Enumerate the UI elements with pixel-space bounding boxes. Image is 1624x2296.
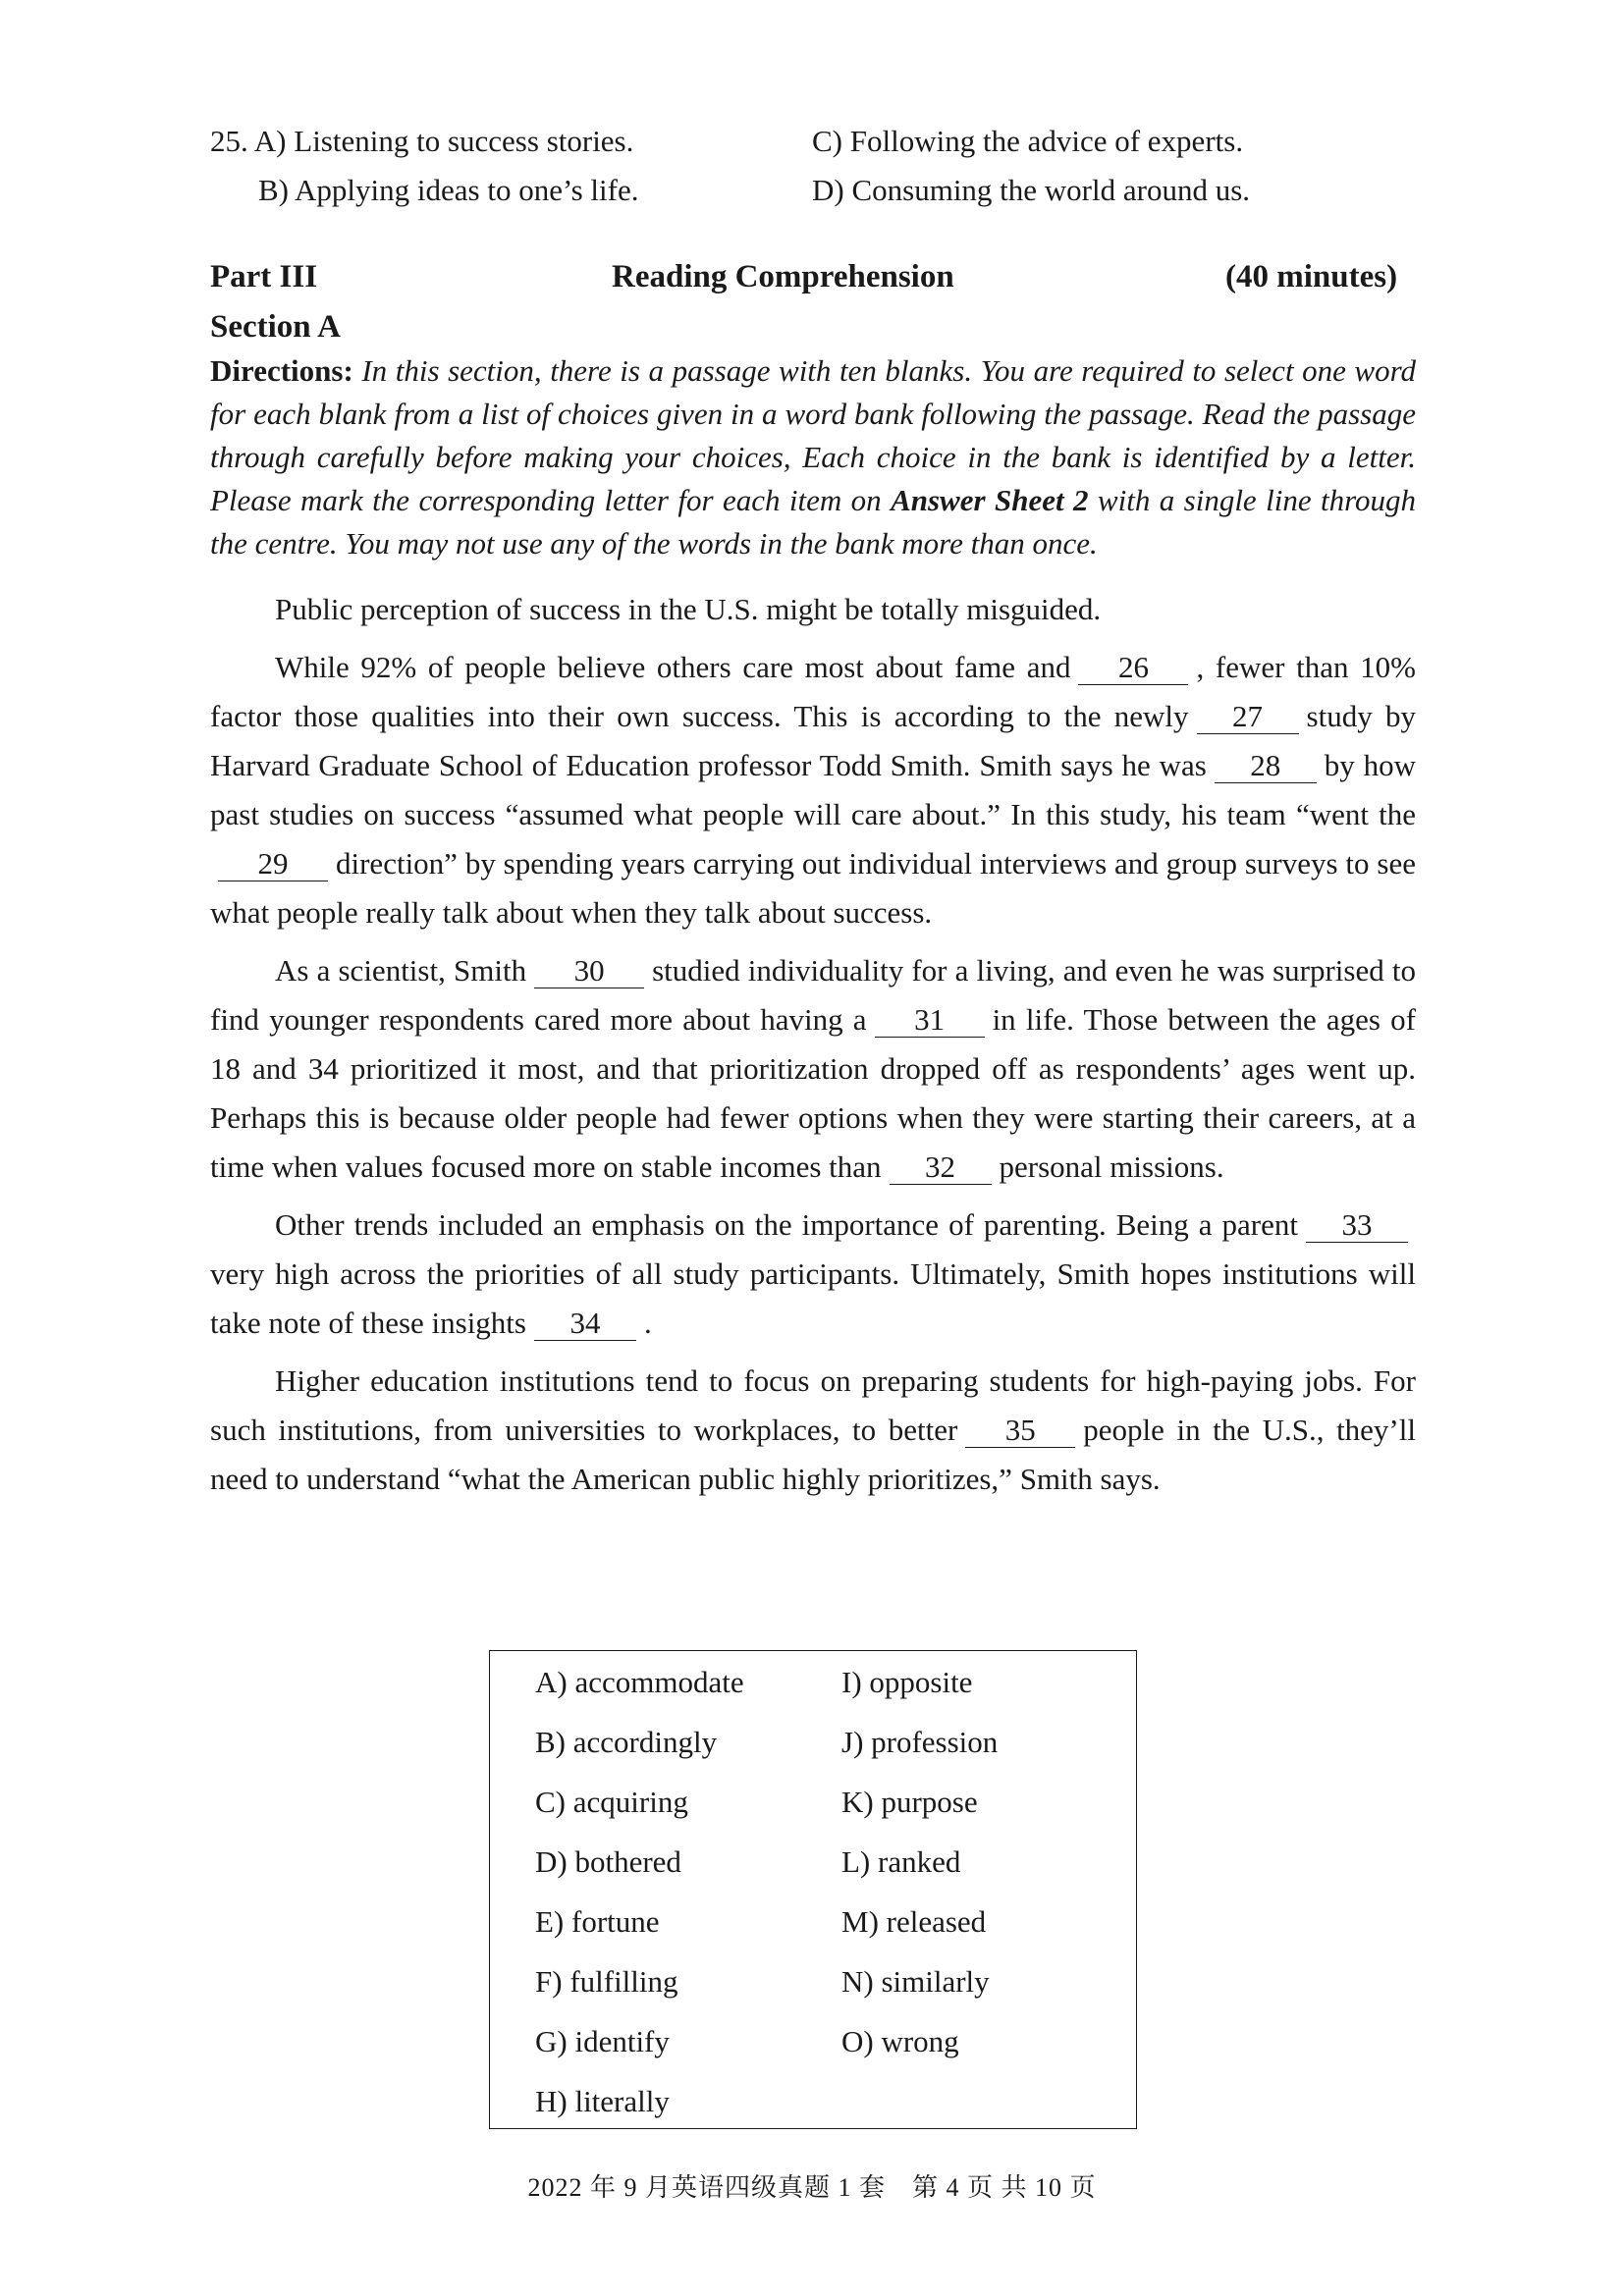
blank-34: 34 (534, 1307, 636, 1341)
paragraph-text: Higher education institutions tend to focus on preparing students for high-paying jobs. For such institutions, from universities to workplaces, to better (210, 1363, 1416, 1447)
paragraph-2 (210, 643, 1416, 937)
paragraph-text: , fewer than 10% factor those qualities into their own success. This is according to the newly (210, 650, 1416, 733)
paragraph-text: people in the U.S., they’ll need to understand “what the American public highly prioritizes,” Smith says. (210, 1413, 1416, 1496)
paragraph-text: personal missions. (999, 1149, 1224, 1184)
paragraph-3 (210, 946, 1416, 1192)
paragraph-5 (210, 1357, 1416, 1504)
word-bank-item: G) identify (535, 2024, 670, 2058)
option-c: C) Following the advice of experts. (812, 124, 1244, 158)
paragraph-text: studied individuality for a living, and even he was surprised to find younger respondents cared more about having a (210, 953, 1416, 1037)
blank-35: 35 (965, 1414, 1075, 1448)
blank-31: 31 (875, 1003, 985, 1038)
word-bank-item: O) wrong (841, 2024, 959, 2058)
word-bank-item: D) bothered (535, 1844, 681, 1879)
blank-28: 28 (1215, 749, 1317, 783)
paragraph-text: While 92% of people believe others care most about fame and (275, 650, 1071, 684)
paragraph-text: direction” by spending years carrying out individual interviews and group surveys to see what people really talk about when they talk about success. (210, 846, 1416, 930)
word-bank-item: J) profession (841, 1725, 999, 1759)
directions-label: Directions: (210, 353, 353, 388)
blank-32: 32 (890, 1150, 992, 1185)
paragraph-1 (210, 585, 1416, 634)
word-bank-item: A) accommodate (535, 1665, 744, 1699)
paragraph-text: Public perception of success in the U.S. might be totally misguided. (275, 592, 1102, 626)
blank-30: 30 (534, 954, 644, 988)
paragraph-text: . (644, 1306, 652, 1340)
blank-26: 26 (1078, 651, 1188, 685)
word-bank-item: M) released (841, 1904, 987, 1939)
word-bank-item: I) opposite (841, 1665, 973, 1699)
question-25-number (210, 120, 633, 163)
word-bank-item: F) fulfilling (535, 1964, 678, 1999)
word-bank-item: B) accordingly (535, 1725, 718, 1759)
paragraph-text: in life. Those between the ages of 18 and 34 prioritized it most, and that prioritization dropped off as respondents’ ages went up. Perhaps this is because older people had fewer options when they were starting their careers, at a time when values focused more on stable incomes than (210, 1002, 1416, 1184)
answer-sheet-label: Answer Sheet 2 (891, 483, 1089, 517)
paragraph-text: Other trends included an emphasis on the importance of parenting. Being a parent (275, 1207, 1298, 1242)
blank-27: 27 (1197, 700, 1299, 734)
part-label: Part III (210, 259, 318, 294)
word-bank-item: C) acquiring (535, 1785, 688, 1819)
question-number: 25. (210, 124, 248, 158)
directions (210, 349, 1416, 565)
page-footer: 2022 年 9 月英语四级真题 1 套 第 4 页 共 10 页 (527, 2173, 1097, 2202)
blank-33: 33 (1306, 1208, 1408, 1243)
word-bank-item: H) literally (535, 2084, 670, 2118)
directions-text-1: In this section, there is a passage with ten blanks. You are required to select one word for each blank from a list of choices given in a word bank following the passage. Read the passage through carefully before making your choices, Each choice in the bank is identified by a letter. Please mark the corresponding letter for each item on (210, 353, 1417, 517)
option-a: A) Listening to success stories. (253, 124, 634, 158)
part-title: Reading Comprehension (612, 259, 954, 294)
word-bank (489, 1650, 1137, 2129)
paragraph-text: study by Harvard Graduate School of Education professor Todd Smith. Smith says he was (210, 699, 1416, 782)
passage (210, 585, 1416, 1513)
blank-29: 29 (218, 847, 328, 881)
directions-text-2: with a single line through the centre. You may not use any of the words in the bank more than once. (210, 483, 1417, 561)
section-title: Section A (210, 309, 341, 345)
word-bank-item: E) fortune (535, 1904, 660, 1939)
paragraph-text: by how past studies on success “assumed what people will care about.” In this study, his team “went the (210, 748, 1417, 831)
word-bank-item: L) ranked (841, 1844, 961, 1879)
paragraph-text: very high across the priorities of all study participants. Ultimately, Smith hopes institutions will take note of these insights (210, 1256, 1416, 1340)
paragraph-text: As a scientist, Smith (275, 953, 527, 988)
option-b: B) Applying ideas to one’s life. (258, 173, 639, 207)
word-bank-item: N) similarly (841, 1964, 990, 1999)
part-time: (40 minutes) (1225, 259, 1398, 294)
option-d: D) Consuming the world around us. (812, 173, 1251, 207)
word-bank-item: K) purpose (841, 1785, 978, 1819)
paragraph-4 (210, 1201, 1416, 1348)
